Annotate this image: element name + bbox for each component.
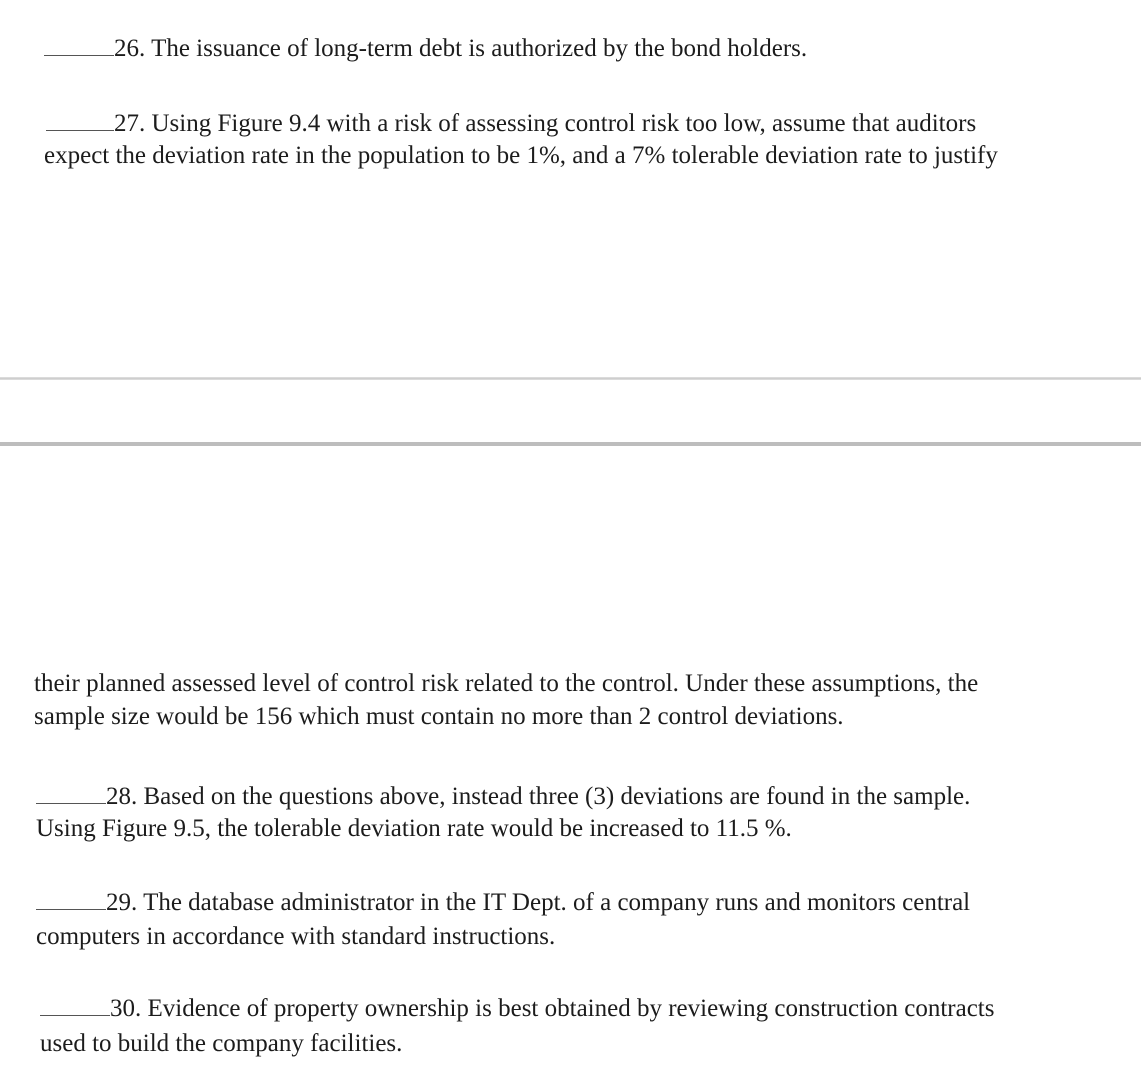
question-30-line-2 bbox=[40, 1029, 402, 1059]
answer-blank-27[interactable] bbox=[46, 108, 114, 131]
question-30-line-1 bbox=[40, 993, 995, 1024]
question-28-line-2 bbox=[36, 814, 792, 844]
answer-blank-26[interactable] bbox=[44, 33, 114, 56]
question-26-line-1 bbox=[44, 33, 807, 64]
page-break-line bbox=[0, 377, 1141, 380]
question-30-text-line-2: used to build the company facilities. bbox=[40, 1030, 403, 1057]
question-29-text-line-1: The database administrator in the IT Dept. of a company runs and monitors central bbox=[143, 889, 971, 916]
question-26-text: The issuance of long-term debt is authorized by the bond holders. bbox=[151, 35, 808, 62]
question-27-text-line-3: their planned assessed level of control risk related to the control. Under these assumptions, the bbox=[34, 670, 979, 697]
answer-blank-29[interactable] bbox=[36, 887, 106, 910]
question-27-line-4 bbox=[34, 702, 844, 732]
question-29-text-line-2: computers in accordance with standard instructions. bbox=[36, 923, 556, 950]
question-29-line-2 bbox=[36, 922, 555, 952]
question-27-text-line-4: sample size would be 156 which must contain no more than 2 control deviations. bbox=[34, 703, 844, 730]
question-28-text-line-1: Based on the questions above, instead three (3) deviations are found in the sample. bbox=[143, 783, 971, 810]
question-27-line-1 bbox=[46, 108, 976, 139]
question-29-number: 29. bbox=[106, 889, 138, 916]
answer-blank-30[interactable] bbox=[40, 993, 110, 1016]
question-27-line-2 bbox=[44, 141, 998, 171]
page-divider-line bbox=[0, 442, 1141, 446]
question-28-number: 28. bbox=[106, 783, 138, 810]
question-29-line-1 bbox=[36, 887, 970, 918]
answer-blank-28[interactable] bbox=[36, 781, 106, 804]
question-30-number: 30. bbox=[110, 995, 142, 1022]
question-30-text-line-1: Evidence of property ownership is best obtained by reviewing construction contracts bbox=[147, 995, 995, 1022]
question-27-text-line-2: expect the deviation rate in the population to be 1%, and a 7% tolerable deviation rate to justify bbox=[44, 142, 998, 169]
question-26-number: 26. bbox=[114, 35, 146, 62]
question-28-line-1 bbox=[36, 781, 970, 812]
question-28-text-line-2: Using Figure 9.5, the tolerable deviation rate would be increased to 11.5 %. bbox=[36, 815, 792, 842]
question-27-line-3 bbox=[34, 669, 978, 699]
question-27-text-line-1: Using Figure 9.4 with a risk of assessing control risk too low, assume that auditors bbox=[151, 110, 977, 137]
question-27-number: 27. bbox=[114, 110, 146, 137]
